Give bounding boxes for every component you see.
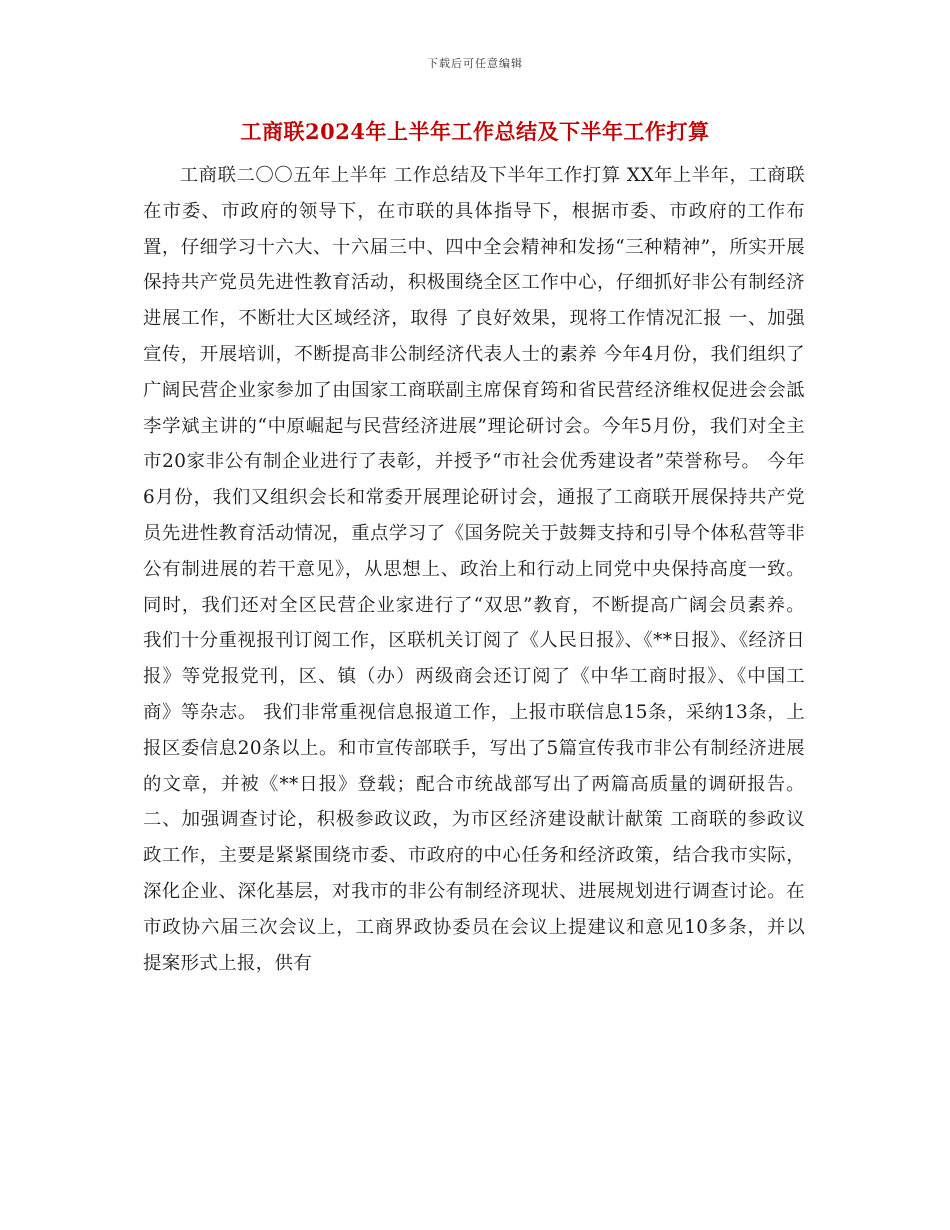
document-body: 工商联二〇〇五年上半年 工作总结及下半年工作打算 XX年上半年，工商联在市委、市政府的领导下，在市联的具体指导下，根据市委、市政府的工作布置，仔细学习十六大、十六届三中、四中全会精神和发扬“三种精神”，所实开展保持共产党员先进性教育活动，积极围绕全区工作中心，仔细抓好非公有制经济进展工作，不断壮大区域经济，取得 了良好效果，现将工作情况汇报 一、加强宣传，开展培训，不断提高非公制经济代表人士的素养 今年4月份，我们组织了广阔民营企业家参加了由国家工商联副主席保育筠和省民营经济维权促进会会詆李学斌主讲的“中原崛起与民营经济进展”理论研讨会。今年5月份，我们对全主市20家非公有制企业进行了表彰，并授予“市社会优秀建设者”荣誉称号。 今年6月份，我们又组织会长和常委开展理论研讨会，通报了工商联开展保持共产党员先进性教育活动情况，重点学习了《国务院关于鼓舞支持和引导个体私营等非公有制进展的若干意见》，从思想上、政治上和行动上同党中央保持高度一致。同时，我们还对全区民营企业家进行了“双思”教育，不断提高广阔会员素养。 我们十分重视报刊订阅工作，区联机关订阅了《人民日报》、《**日报》、《经济日报》等党报党刊，区、镇（办）两级商会还订阅了《中华工商时报》、《中国工商》等杂志。 我们非常重视信息报道工作，上报市联信息15条，采纳13条，上报区委信息20条以上。和市宣传部联手，写出了5篇宣传我市非公有制经济进展的文章，并被《**日报》登载；配合市统战部写出了两篇高质量的调研报告。 二、加强调查讨论，积极参政议政，为市区经济建设献计献策 工商联的参政议政工作，主要是紧紧围绕市委、市政府的中心任务和经济政策，结合我市实际，深化企业、深化基层，对我市的非公有制经济现状、进展规划进行调查讨论。在市政协六届三次会议上，工商界政协委员在会议上提建议和意见10多条，并以提案形式上报，供有 — [143, 165, 805, 974]
header-note: 下载后可任意编辑 — [427, 57, 523, 70]
document-title: 工商联2024年上半年工作总结及下半年工作打算 — [240, 119, 710, 144]
